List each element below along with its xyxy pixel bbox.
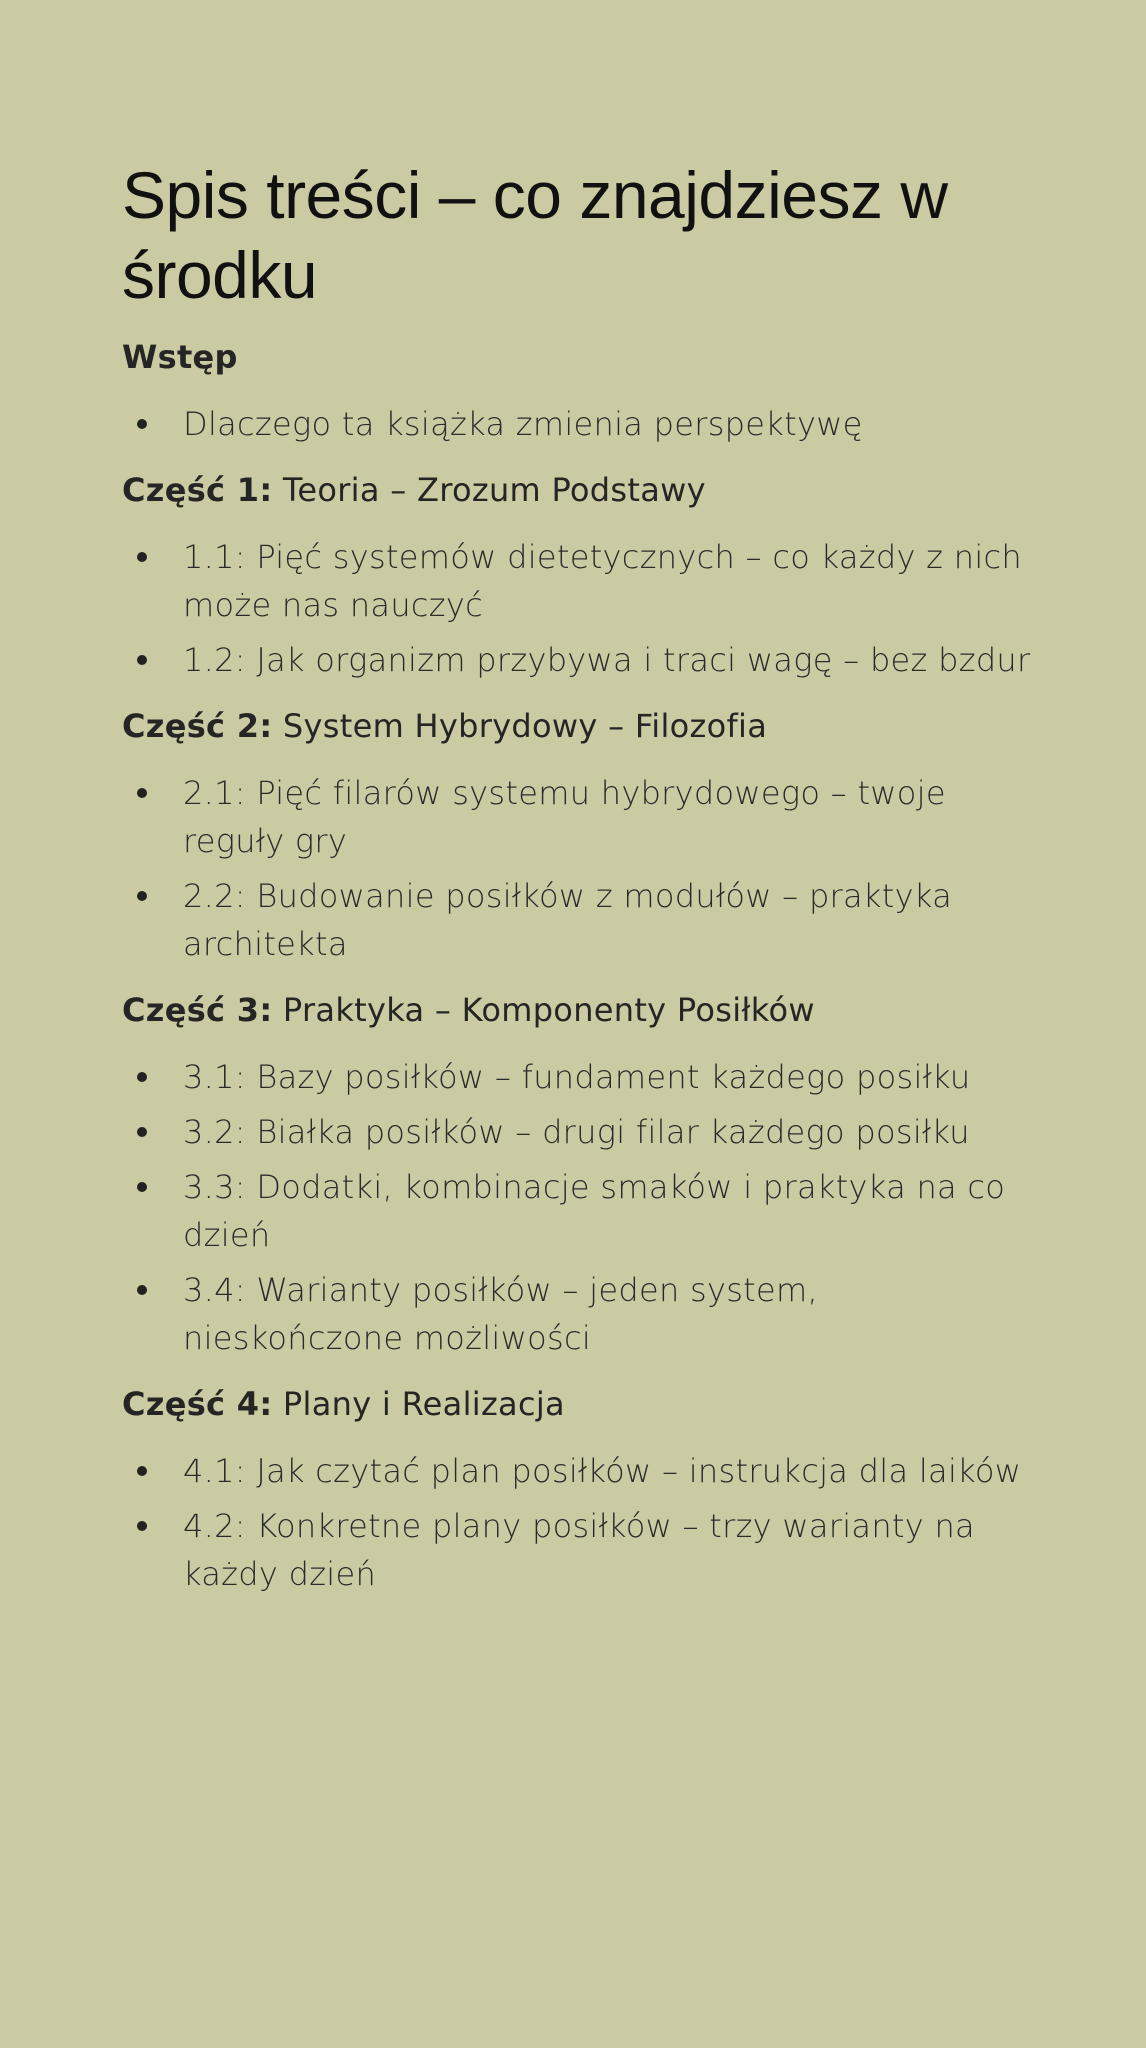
toc-item-text: 1.1: Pięć systemów dietetycznych – co każdy z nich może nas nauczyć bbox=[183, 538, 1022, 624]
toc-item bbox=[122, 769, 1042, 865]
bullet-icon bbox=[137, 1182, 147, 1192]
section-label: Część 1: bbox=[122, 471, 273, 509]
toc-section-part-2 bbox=[122, 702, 1042, 968]
toc-item bbox=[122, 1266, 1042, 1362]
section-heading-part-1 bbox=[122, 466, 1042, 514]
section-label: Część 2: bbox=[122, 707, 273, 745]
bullet-icon bbox=[137, 1072, 147, 1082]
toc-item-text: 3.4: Warianty posiłków – jeden system, nieskończone możliwości bbox=[183, 1271, 818, 1357]
page-title: Spis treści – co znajdziesz w środku bbox=[122, 158, 948, 312]
section-title: Teoria – Zrozum Podstawy bbox=[282, 471, 706, 509]
section-title: System Hybrydowy – Filozofia bbox=[282, 707, 768, 745]
section-title: Plany i Realizacja bbox=[282, 1385, 565, 1423]
toc-item bbox=[122, 636, 1042, 684]
toc-list-part-3 bbox=[122, 1053, 1042, 1362]
toc-item bbox=[122, 1502, 1042, 1598]
section-heading-part-3 bbox=[122, 986, 1042, 1034]
section-heading-intro bbox=[122, 333, 1042, 381]
bullet-icon bbox=[137, 1521, 147, 1531]
bullet-icon bbox=[137, 1466, 147, 1476]
toc-list-part-2 bbox=[122, 769, 1042, 968]
toc-item bbox=[122, 400, 1042, 448]
section-heading-part-2 bbox=[122, 702, 1042, 750]
toc-list-intro bbox=[122, 400, 1042, 448]
toc-item-text: Dlaczego ta książka zmienia perspektywę bbox=[183, 405, 863, 443]
toc-item-text: 3.3: Dodatki, kombinacje smaków i praktyka na co dzień bbox=[183, 1168, 1006, 1254]
toc-section-part-4 bbox=[122, 1380, 1042, 1598]
bullet-icon bbox=[137, 419, 147, 429]
toc-item bbox=[122, 872, 1042, 968]
toc-item-text: 3.1: Bazy posiłków – fundament każdego posiłku bbox=[183, 1058, 971, 1096]
toc-item bbox=[122, 1163, 1042, 1259]
toc-item-text: 3.2: Białka posiłków – drugi filar każdego posiłku bbox=[183, 1113, 970, 1151]
bullet-icon bbox=[137, 552, 147, 562]
toc-item bbox=[122, 1108, 1042, 1156]
bullet-icon bbox=[137, 1127, 147, 1137]
toc-item-text: 4.1: Jak czytać plan posiłków – instrukcja dla laików bbox=[183, 1452, 1022, 1490]
toc-section-part-1 bbox=[122, 466, 1042, 684]
toc-item bbox=[122, 1447, 1042, 1495]
toc-item-text: 2.2: Budowanie posiłków z modułów – praktyka architekta bbox=[183, 877, 953, 963]
section-label: Część 3: bbox=[122, 991, 273, 1029]
toc-list-part-1 bbox=[122, 533, 1042, 684]
toc-section-part-3 bbox=[122, 986, 1042, 1362]
toc-item-text: 2.1: Pięć filarów systemu hybrydowego – twoje reguły gry bbox=[183, 774, 946, 860]
bullet-icon bbox=[137, 655, 147, 665]
section-label: Część 4: bbox=[122, 1385, 273, 1423]
section-title: Praktyka – Komponenty Posiłków bbox=[282, 991, 815, 1029]
toc-list-part-4 bbox=[122, 1447, 1042, 1598]
section-heading-part-4 bbox=[122, 1380, 1042, 1428]
toc-item-text: 4.2: Konkretne plany posiłków – trzy warianty na każdy dzień bbox=[183, 1507, 975, 1593]
toc-item bbox=[122, 1053, 1042, 1101]
toc-section-intro bbox=[122, 333, 1042, 448]
bullet-icon bbox=[137, 1285, 147, 1295]
section-label: Wstęp bbox=[122, 338, 238, 376]
toc-item-text: 1.2: Jak organizm przybywa i traci wagę – bez bzdur bbox=[183, 641, 1031, 679]
bullet-icon bbox=[137, 891, 147, 901]
toc-item bbox=[122, 533, 1042, 629]
bullet-icon bbox=[137, 788, 147, 798]
